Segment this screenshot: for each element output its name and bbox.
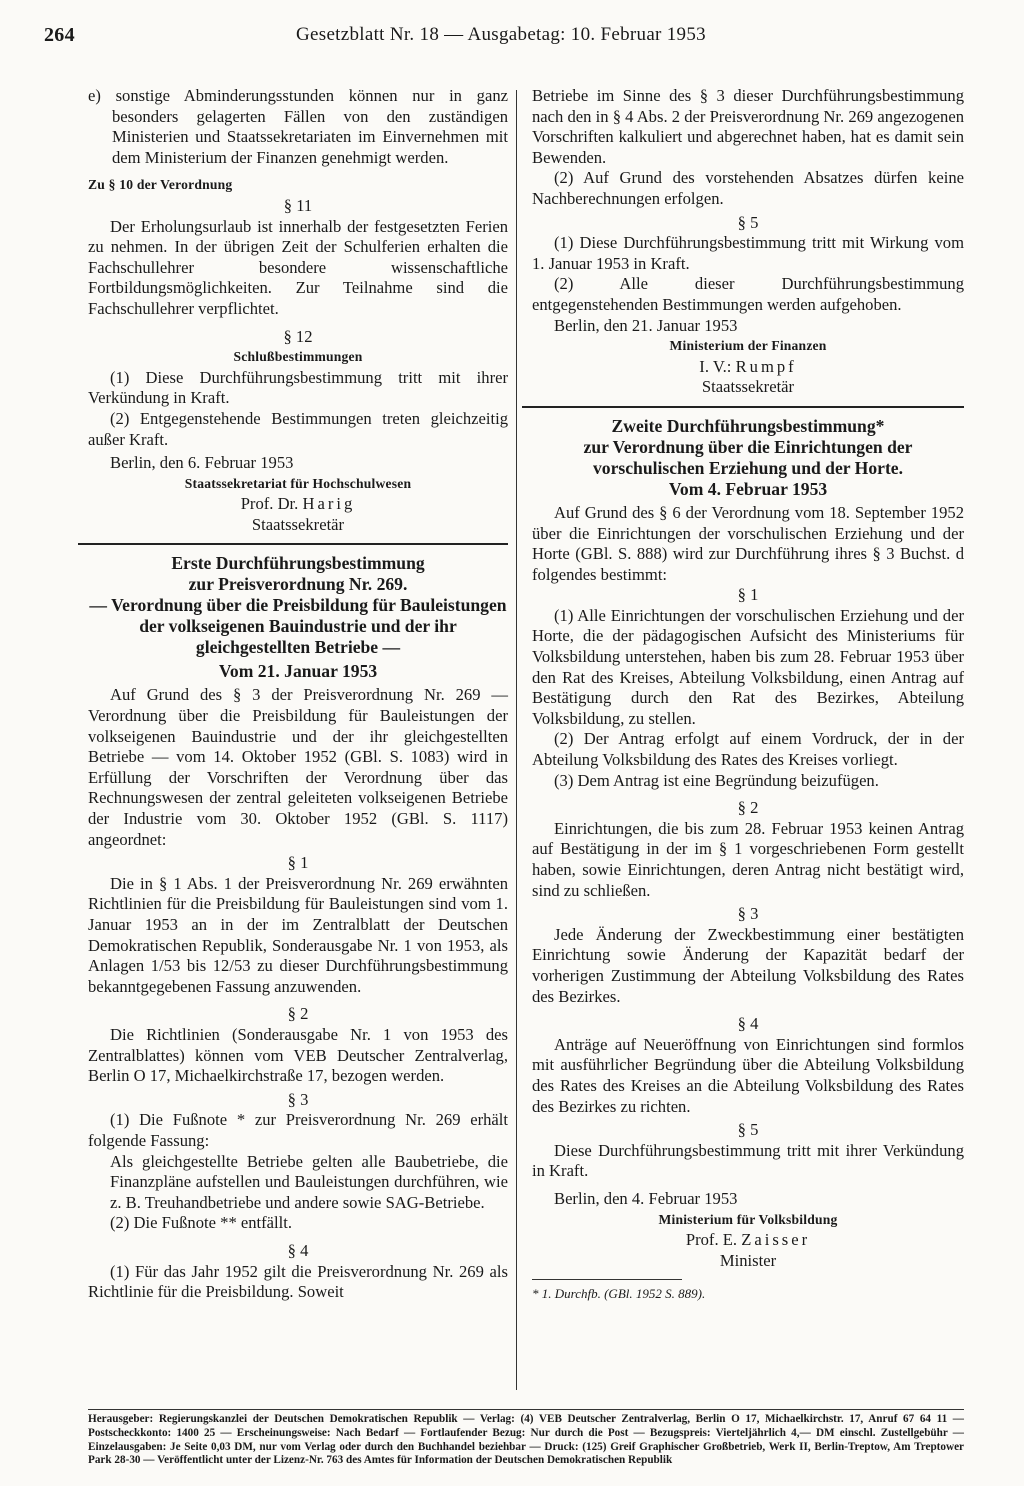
decree-title: Zweite Durchführungsbestimmung* xyxy=(611,415,885,436)
paragraph-text: (2) Entgegenstehende Bestimmungen treten gleichzeitig außer Kraft. xyxy=(88,408,508,449)
signatory-prefix: Prof. Dr. xyxy=(240,494,299,514)
left-column xyxy=(88,86,508,1303)
paragraph-text: Die in § 1 Abs. 1 der Preisverordnung Nr. 269 erwähnten Richtlinien für die Preisbildung für Bauleistungen sind vom 1. Januar 1953 an in der im Zentralblatt der Deutschen Demokratischen Republik, Sonderausgabe Nr. 1 von 1953, als Anlagen 1/53 bis 12/53 zu dieser Durchführungsbestimmung bekanntgegebenen Fassung anzuwenden. xyxy=(88,873,508,996)
paragraph-heading: § 3 xyxy=(737,904,759,924)
decree-title: Erste Durchführungsbestimmung xyxy=(171,553,425,574)
signatory-role: Staatssekretär xyxy=(251,514,345,534)
paragraph-heading: § 4 xyxy=(287,1240,309,1260)
paragraph-heading: § 5 xyxy=(737,212,759,232)
preamble-text: Auf Grund des § 3 der Preisverordnung Nr. 269 — Verordnung über die Preisbildung für Bauleistungen der volkseigenen Bauindustrie und der ihr gleichgestellten Betriebe — vom 14. Oktober 1952 (GBl. S. 1083) wird in Erfüllung der Vorschriften der Verordnung über das Rechnungswesen der zentral geleiteten volkseigenen Betriebe der Industrie vom 30. Oktober 1952 (GBl. S. 1117) angeordnet: xyxy=(88,685,508,849)
paragraph-text: Betriebe im Sinne des § 3 dieser Durchführungsbestimmung nach den in § 4 Abs. 2 der Preisverordnung Nr. 269 angezogenen Vorschriften kalkuliert und abgerechnet haben, hat es damit sein Bewenden. xyxy=(532,86,964,167)
paragraph-text: Einrichtungen, die bis zum 28. Februar 1953 keinen Antrag auf Bestätigung in der im § 1 vorgeschriebenen Form gestellt haben, sowie Einrichtungen, deren Antrag nicht bestätigt wird, sind zu schließen. xyxy=(532,818,964,900)
decree-date: Vom 21. Januar 1953 xyxy=(218,661,378,682)
signatory-name: Zaisser xyxy=(741,1230,811,1250)
decree-title: zur Preisverordnung Nr. 269. xyxy=(188,574,408,595)
paragraph-text: Die Richtlinien (Sonderausgabe Nr. 1 von 1953 des Zentralblattes) können vom VEB Deutscher Zentralverlag, Berlin O 17, Michaelkirchstraße 17, bezogen werden. xyxy=(88,1024,508,1086)
paragraph-text: (2) Die Fußnote ** entfällt. xyxy=(110,1213,293,1233)
paragraph-text: (1) Diese Durchführungsbestimmung tritt mit Wirkung vom 1. Januar 1953 in Kraft. xyxy=(532,233,964,273)
signatory-name: Harig xyxy=(302,494,356,514)
paragraph-heading: § 5 xyxy=(737,1120,759,1140)
quoted-text: Als gleichgestellte Betriebe gelten alle Baubetriebe, die Finanzpläne aufstellen und Bauleistungen durchführen, wie z. B. Treuhandbetriebe und andere sowie SAG-Betriebe. xyxy=(110,1151,508,1212)
paragraph-text: Der Erholungsurlaub ist innerhalb der festgesetzten Ferien zu nehmen. In der übrigen Zeit der Schulferien erhalten die Fachschullehrer besondere wissenschaftliche Fortbildungsmöglichkeiten. Zur Teilnahme sind die Fachschullehrer verpflichtet. xyxy=(88,216,508,318)
publisher-imprint: Herausgeber: Regierungskanzlei der Deutschen Demokratischen Republik — Verlag: (4) VEB Deutscher Zentralverlag, Berlin O 17, Michaelkirchstr. 17, Anruf 67 64 11 — Postscheckkonto: 1400 25 — Erscheinungsweise: Nach Bedarf — Fortlaufender Bezug: Nur durch die Post — Bezugspreis: Vierteljährlich 4,— DM einschl. Zustellgebühr — Einzelausgaben: Je Seite 0,03 DM, nur vom Verlag oder durch den Buchhandel beziehbar — Druck: (125) Greif Graphischer Großbetrieb, Werk II, Berlin-Treptow, Am Treptower Park 28-30 — Veröffentlicht unter der Lizenz-Nr. 763 des Amtes für Information der Deutschen Demokratischen Republik xyxy=(88,1409,964,1468)
decree-title: — Verordnung über die Preisbildung für Bauleistungen der volkseigenen Bauindustrie und der ihr gleichgestellten Betriebe — xyxy=(89,595,507,658)
paragraph-text: (1) Diese Durchführungsbestimmung tritt mit ihrer Verkündung in Kraft. xyxy=(88,367,508,408)
paragraph-text: (2) Der Antrag erfolgt auf einem Vordruck, der in der Abteilung Volksbildung des Rates des Kreises vorliegt. xyxy=(532,729,964,770)
paragraph-text: (1) Für das Jahr 1952 gilt die Preisverordnung Nr. 269 als Richtlinie für die Preisbildung. Soweit xyxy=(88,1261,508,1302)
signatory xyxy=(88,494,508,515)
signatory-name: Rumpf xyxy=(735,356,797,376)
paragraph-text: Anträge auf Neueröffnung von Einrichtungen sind formlos mit ausführlicher Begründung über die Abteilung Volksbildung des Rates des Kreises an die Abteilung Volksbildung des Rates des Bezirkes zu richten. xyxy=(532,1034,964,1116)
signature-date: Berlin, den 6. Februar 1953 xyxy=(110,453,294,473)
signature-date: Berlin, den 21. Januar 1953 xyxy=(554,315,738,335)
decree-title: zur Verordnung über die Einrichtungen der vorschulischen Erziehung und der Horte. xyxy=(583,436,913,478)
page-header xyxy=(44,24,966,54)
paragraph-text: Diese Durchführungsbestimmung tritt mit ihrer Verkündung in Kraft. xyxy=(532,1140,964,1181)
header-title: Gesetzblatt Nr. 18 — Ausgabetag: 10. Februar 1953 xyxy=(296,24,706,45)
paragraph-heading: § 12 xyxy=(283,326,313,346)
column-divider xyxy=(516,90,517,1390)
page-number: 264 xyxy=(44,24,75,46)
paragraph-text: (2) Auf Grund des vorstehenden Absatzes dürfen keine Nachberechnungen erfolgen. xyxy=(532,168,964,208)
section-reference: Zu § 10 der Verordnung xyxy=(88,177,233,193)
signature-authority: Staatssekretariat für Hochschulwesen xyxy=(184,475,412,491)
signature-date: Berlin, den 4. Februar 1953 xyxy=(554,1188,738,1208)
signatory xyxy=(532,1230,964,1251)
paragraph-heading: § 4 xyxy=(737,1014,759,1034)
item-e: e) sonstige Abminderungsstunden können nur in ganz besonders gelagerten Fällen von den zuständigen Ministerien und Staatssekretariaten im Einvernehmen mit dem Ministerium der Finanzen genehmigt werden. xyxy=(88,86,508,167)
signatory-prefix: Prof. E. xyxy=(685,1230,738,1250)
paragraph-heading: § 1 xyxy=(737,585,759,605)
section-rule xyxy=(78,543,508,545)
signatory-role: Staatssekretär xyxy=(701,377,795,397)
right-column xyxy=(532,86,964,1305)
section-rule xyxy=(522,406,964,408)
paragraph-text: (3) Dem Antrag ist eine Begründung beizufügen. xyxy=(554,770,879,790)
signature-authority: Ministerium der Finanzen xyxy=(669,338,827,354)
section-subheading: Schlußbestimmungen xyxy=(233,349,363,365)
paragraph-text: (1) Alle Einrichtungen der vorschulischen Erziehung und der Horte, die der pädagogischen Aufsicht des Ministeriums für Volksbildung unterstehen, haben bis zum 28. Februar 1953 über den Rat des Kreises, Abteilung Volksbildung, einen Antrag auf Bestätigung durch den Rat des Bezirkes, Abteilung Volksbildung, zu stellen. xyxy=(532,605,964,728)
paragraph-text: (1) Die Fußnote * zur Preisverordnung Nr. 269 erhält folgende Fassung: xyxy=(88,1110,508,1150)
footnote: * 1. Durchfb. (GBl. 1952 S. 889). xyxy=(532,1286,706,1302)
paragraph-heading: § 2 xyxy=(287,1004,309,1024)
preamble-text: Auf Grund des § 6 der Verordnung vom 18. September 1952 über die Einrichtungen der vorschulischen Erziehung und der Horte (GBl. S. 888) wird zur Durchführung ihres § 3 Buchst. d folgendes bestimmt: xyxy=(532,502,964,584)
signature-authority: Ministerium für Volksbildung xyxy=(658,1211,838,1227)
paragraph-heading: § 1 xyxy=(287,853,309,873)
decree-date: Vom 4. Februar 1953 xyxy=(668,478,828,499)
paragraph-heading: § 2 xyxy=(737,798,759,818)
footnote-rule xyxy=(532,1279,682,1280)
signatory-prefix: I. V.: xyxy=(699,356,732,376)
signatory-role: Minister xyxy=(719,1250,777,1270)
paragraph-text: Jede Änderung der Zweckbestimmung einer bestätigten Einrichtung sowie Änderung der Kapazität bedarf der vorherigen Zustimmung der Abteilung Volksbildung des Rates des Bezirkes. xyxy=(532,924,964,1006)
paragraph-heading: § 3 xyxy=(287,1089,309,1109)
signatory xyxy=(532,357,964,378)
paragraph-text: (2) Alle dieser Durchführungsbestimmung entgegenstehenden Bestimmungen werden aufgehoben. xyxy=(532,274,964,314)
paragraph-heading: § 11 xyxy=(283,195,313,215)
